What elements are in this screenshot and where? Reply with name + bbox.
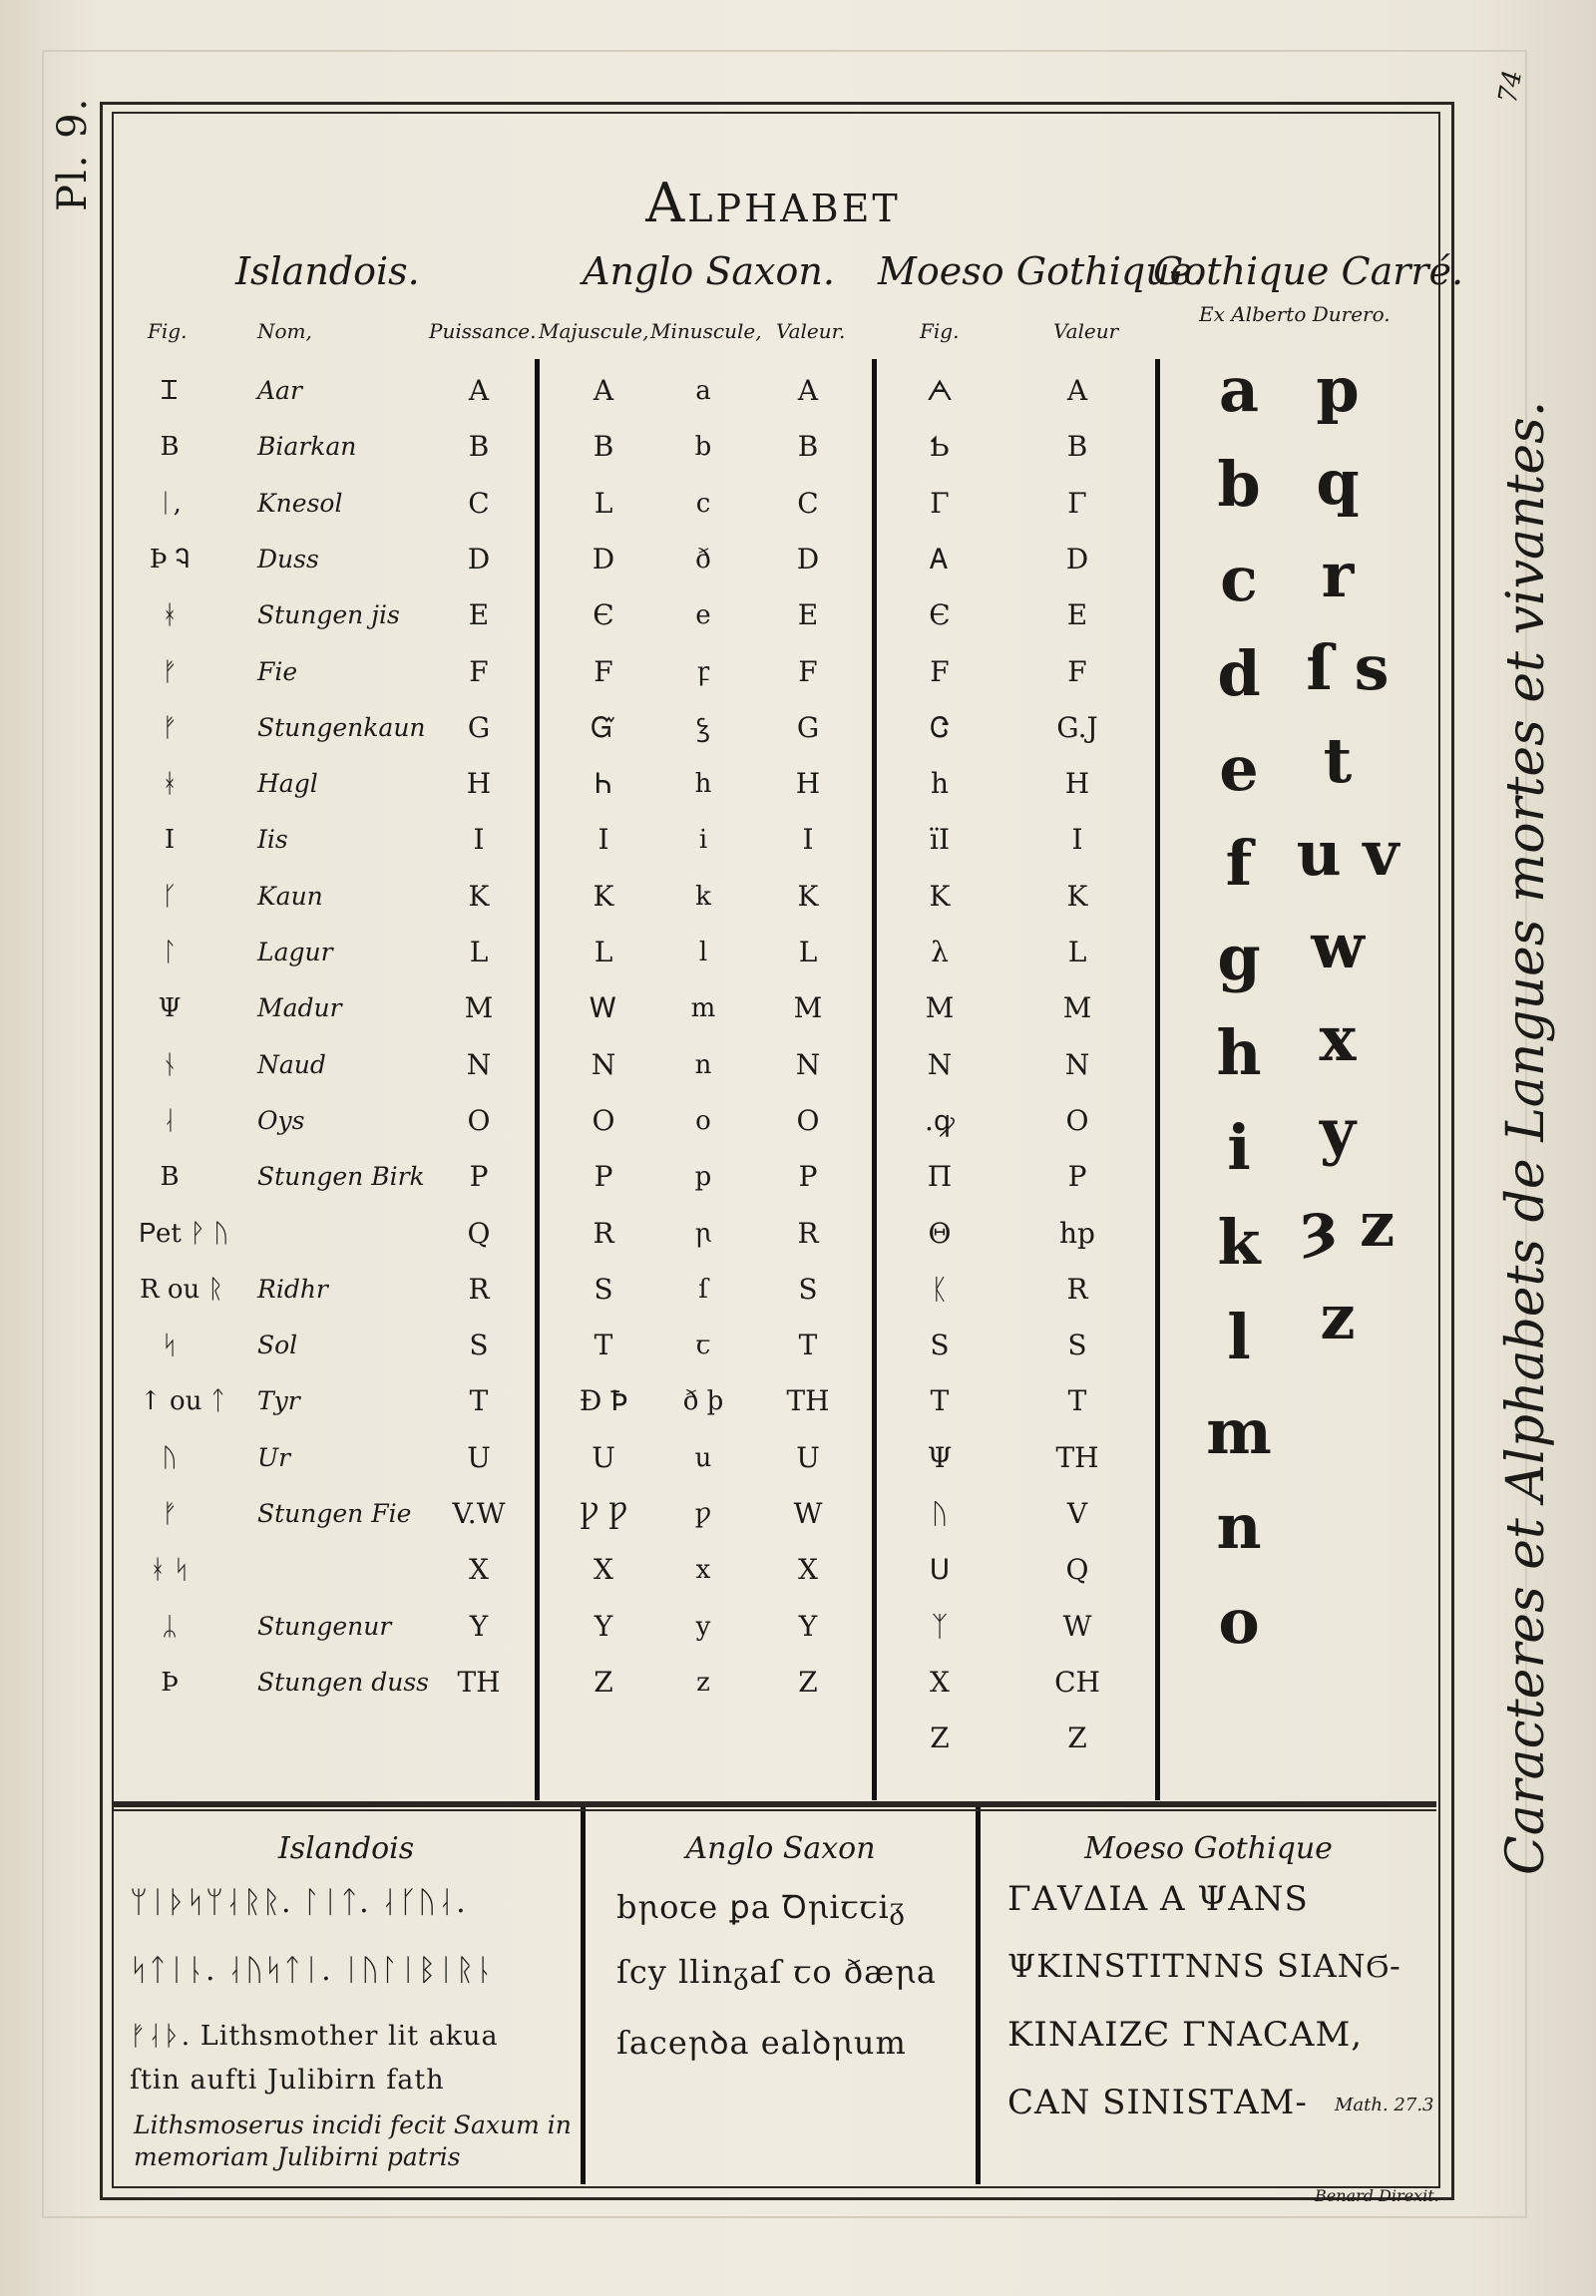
side-title: Caracteres et Alphabets de Langues mortes et vivantes. — [1496, 400, 1556, 1875]
rune-figure: ᚢ — [162, 1442, 178, 1473]
isl-inscription-line-1: ᛘᛁᚦᛋᛘᛆᚱᚱ. ᛚᛁᛏ. ᛆᚴᚢᛆ. — [130, 1885, 467, 1920]
minuscule-letter: a — [695, 376, 711, 406]
majuscule-letter: T — [594, 1329, 613, 1362]
valeur-value: Z — [798, 1665, 818, 1699]
gothic-valeur: E — [1066, 598, 1088, 632]
valeur-value: U — [796, 1440, 820, 1474]
bottom-anglo-saxon-title: Anglo Saxon — [685, 1831, 876, 1866]
rune-name: Sol — [257, 1331, 298, 1360]
minuscule-letter: ð þ — [682, 1386, 724, 1417]
table-row — [0, 1381, 1197, 1421]
gothic-figure: N — [927, 1047, 953, 1081]
rune-name: Knesol — [257, 488, 343, 518]
isl-latin-line-2: memoriam Julibirni patris — [134, 2142, 461, 2171]
puissance-value: A — [468, 374, 490, 407]
table-row — [0, 1607, 1197, 1647]
minuscule-letter: e — [695, 600, 711, 631]
bottom-islandois-title: Islandois — [277, 1831, 415, 1866]
rune-figure: ᚾ — [162, 1049, 178, 1080]
puissance-value: I — [473, 823, 485, 857]
puissance-value: Q — [467, 1216, 491, 1250]
subheader-nom: Nom, — [257, 319, 312, 343]
valeur-value: H — [795, 767, 821, 801]
gothic-valeur: D — [1065, 542, 1089, 575]
table-row — [0, 820, 1197, 860]
majuscule-letter: S — [594, 1272, 613, 1306]
rune-figure: Ψ — [158, 993, 182, 1024]
header-islandois: Islandois. — [235, 249, 420, 293]
minuscule-letter: ð — [695, 544, 711, 574]
majuscule-letter: Đ Ꝥ — [579, 1384, 628, 1418]
gothic-valeur: Z — [1067, 1722, 1087, 1755]
rune-figure: ↑ ou ᛏ — [140, 1386, 226, 1417]
majuscule-letter: A — [593, 374, 614, 407]
puissance-value: T — [469, 1384, 489, 1418]
bottom-moeso-gothique-title: Moeso Gothique — [1084, 1831, 1333, 1866]
rune-name: Kaun — [257, 881, 323, 911]
gothic-valeur: M — [1062, 991, 1092, 1025]
gothic-valeur: B — [1066, 430, 1088, 464]
valeur-value: M — [793, 991, 823, 1025]
as-text-line-2: ſcy llinᵹaſ ꞇo ðæꞃa — [616, 1953, 937, 1991]
minuscule-letter: ſ — [698, 1274, 708, 1305]
gothic-letter: t — [1323, 724, 1353, 797]
rune-figure: R ou ᚱ — [140, 1274, 224, 1305]
valeur-value: N — [795, 1047, 821, 1081]
gothic-valeur: hp — [1059, 1216, 1095, 1250]
gothic-figure: Ꭺ — [930, 542, 950, 575]
subheader-minuscule: Minuscule, — [650, 319, 762, 343]
gothic-letter: f — [1225, 827, 1253, 900]
gothic-letter: r — [1321, 539, 1355, 611]
majuscule-letter: Ꮃ — [590, 991, 617, 1025]
minuscule-letter: z — [696, 1667, 710, 1698]
rune-name: Stungenkaun — [257, 712, 426, 742]
valeur-value: D — [796, 542, 820, 575]
puissance-value: L — [469, 936, 489, 968]
gothic-valeur: N — [1064, 1047, 1090, 1081]
gothic-figure: Є — [929, 598, 951, 632]
rune-name: Iis — [257, 825, 288, 855]
gothic-letter: ȝ z — [1300, 1188, 1396, 1261]
gothic-letter: y — [1319, 1095, 1357, 1168]
gothic-letter: b — [1217, 448, 1261, 521]
gothic-letter: z — [1320, 1281, 1356, 1353]
majuscule-letter: L — [594, 936, 613, 968]
rune-name: Stungen Birk — [257, 1162, 425, 1192]
gothic-figure: ᛉ — [931, 1609, 949, 1643]
rune-name: Aar — [257, 376, 302, 405]
durero-note: Ex Alberto Durero. — [1199, 302, 1391, 326]
rune-name: Stungen duss — [257, 1667, 429, 1697]
valeur-value: TH — [786, 1384, 830, 1418]
bottom-box-top-rule — [112, 1801, 1436, 1807]
rune-name: Fie — [257, 656, 298, 686]
gothic-valeur: T — [1067, 1384, 1087, 1418]
rune-figure: ᚼ — [162, 600, 178, 631]
rune-figure: ᚼ — [162, 769, 178, 800]
gothic-figure: .ꝙ — [925, 1103, 955, 1137]
majuscule-letter: N — [591, 1047, 616, 1081]
table-row — [0, 371, 1197, 411]
gothic-valeur: TH — [1055, 1440, 1099, 1474]
gothic-valeur: CH — [1054, 1665, 1100, 1699]
valeur-value: L — [798, 936, 818, 968]
gothic-valeur: F — [1067, 654, 1087, 688]
gothic-letter: i — [1227, 1111, 1251, 1184]
gothic-letter: d — [1217, 637, 1261, 710]
gothic-letter: e — [1219, 732, 1259, 805]
subheader-valeur: Valeur. — [776, 319, 846, 343]
valeur-value: Y — [798, 1609, 818, 1643]
puissance-value: V.W — [452, 1497, 506, 1530]
majuscule-letter: K — [593, 879, 614, 913]
valeur-value: O — [796, 1103, 820, 1137]
gothic-valeur: R — [1066, 1272, 1088, 1306]
gothic-valeur: K — [1066, 879, 1088, 913]
puissance-value: Y — [469, 1609, 489, 1643]
gothic-figure: T — [930, 1384, 950, 1418]
gothic-figure: X — [930, 1665, 950, 1699]
gothic-letter: k — [1217, 1206, 1261, 1279]
majuscule-letter: R — [593, 1216, 614, 1250]
gothic-figure: h — [930, 767, 950, 801]
table-row — [0, 988, 1197, 1028]
table-row — [0, 1270, 1197, 1310]
majuscule-letter: Z — [594, 1665, 613, 1699]
rune-figure: ᛆ — [162, 1105, 178, 1136]
puissance-value: M — [464, 991, 494, 1025]
gothic-letter: a — [1218, 353, 1260, 426]
header-anglo-saxon: Anglo Saxon. — [583, 249, 835, 293]
table-row — [0, 484, 1197, 524]
gothic-figure: Θ — [928, 1216, 952, 1250]
rune-name: Ur — [257, 1442, 291, 1472]
valeur-value: X — [798, 1553, 818, 1587]
valeur-value: F — [798, 654, 818, 688]
gothic-letter: u v — [1296, 817, 1399, 890]
mg-text-line-2: ΨKINSTITNNS SIΑNϬ- — [1007, 1947, 1401, 1985]
valeur-value: B — [797, 430, 819, 464]
table-row — [0, 1045, 1197, 1085]
bottom-box-inner-rule — [112, 1809, 1436, 1811]
table-row — [0, 708, 1197, 748]
gothic-figure: Ψ — [927, 1440, 953, 1474]
majuscule-letter: O — [592, 1103, 615, 1137]
rune-figure: ᛚ — [162, 938, 178, 967]
gothic-figure: Ƅ — [929, 430, 951, 464]
mg-text-line-1: ΓΑVΔΙΑ Α ΨΑΝS — [1007, 1879, 1309, 1919]
table-row — [0, 1494, 1197, 1534]
isl-inscription-line-2: ᛋᛏᛁᚿ. ᛆᚢᛋᛏᛁ. ᛁᚢᛚᛁᛒᛁᚱᚿ — [130, 1953, 495, 1988]
rune-figure: ᚠ — [162, 1499, 178, 1529]
rune-name: Stungen Fie — [257, 1499, 412, 1528]
table-row — [0, 1101, 1197, 1141]
puissance-value: D — [467, 542, 491, 575]
subheader-fig-gothique: Fig. — [920, 319, 960, 343]
minuscule-letter: y — [695, 1611, 711, 1642]
table-row — [0, 1438, 1197, 1478]
majuscule-letter: F — [594, 654, 613, 688]
gothic-figure: λ — [931, 936, 949, 968]
minuscule-letter: ꝣ — [696, 712, 710, 743]
puissance-value: H — [466, 767, 492, 801]
gothic-letter: h — [1216, 1016, 1262, 1089]
rune-name: Biarkan — [257, 432, 357, 462]
subheader-fig: Fig. — [148, 319, 188, 343]
puissance-value: B — [468, 430, 490, 464]
rune-figure: ᚼ ᛋ — [150, 1555, 190, 1586]
valeur-value: E — [797, 598, 819, 632]
gothic-valeur: I — [1071, 823, 1083, 857]
majuscule-letter: Є — [593, 598, 614, 632]
minuscule-letter: ꝼ — [696, 656, 710, 687]
rune-figure: Þ — [161, 1667, 179, 1698]
gothic-valeur: L — [1067, 936, 1087, 968]
gothic-valeur: A — [1066, 374, 1088, 407]
rune-name: Naud — [257, 1049, 326, 1079]
table-row — [0, 595, 1197, 635]
gothic-figure: Π — [927, 1160, 953, 1194]
minuscule-letter: b — [694, 432, 712, 463]
rune-name: Tyr — [257, 1386, 300, 1416]
gothic-letter: q — [1316, 446, 1360, 519]
rune-figure: I — [164, 825, 176, 856]
page-title: Alphabet — [645, 172, 901, 234]
puissance-value: S — [469, 1329, 489, 1362]
rune-figure: ᚴ — [162, 881, 178, 912]
minuscule-letter: p — [694, 1162, 712, 1193]
gothic-valeur: O — [1065, 1103, 1089, 1137]
mg-reference: Math. 27.3 — [1335, 2095, 1434, 2115]
gothic-valeur: H — [1064, 767, 1090, 801]
table-row — [0, 540, 1197, 579]
rune-figure: ᛦ — [162, 1611, 178, 1642]
engraver-signature: Benard Direxit. — [1315, 2186, 1439, 2205]
minuscule-letter: m — [690, 993, 716, 1024]
minuscule-letter: ꞇ — [695, 1331, 711, 1361]
minuscule-letter: h — [694, 769, 712, 800]
as-text-line-1: bꞃoꞇe ꝑa Ꝺꞃiꞇꞇiᵹ — [616, 1888, 906, 1926]
subheader-valeur-gothique: Valeur — [1053, 319, 1119, 343]
table-row — [0, 877, 1197, 917]
minuscule-letter: l — [698, 938, 708, 967]
table-row — [0, 1157, 1197, 1197]
table-row — [0, 764, 1197, 804]
gothic-letter: p — [1316, 353, 1360, 426]
gothic-letter: x — [1319, 1002, 1357, 1075]
puissance-value: E — [468, 598, 490, 632]
minuscule-letter: o — [695, 1105, 711, 1136]
majuscule-letter: B — [593, 430, 614, 464]
majuscule-letter: D — [592, 542, 615, 575]
header-gothique-carre: Gothique Carré. — [1153, 249, 1464, 293]
puissance-value: P — [469, 1160, 489, 1194]
gothic-figure: ᑌ — [929, 1553, 951, 1587]
rune-name: Stungenur — [257, 1611, 392, 1641]
rune-figure: ᚠ — [162, 656, 178, 687]
subheader-majuscule: Majuscule, — [539, 319, 649, 343]
gothic-valeur: Q — [1065, 1553, 1089, 1587]
minuscule-letter: ꞃ — [694, 1218, 712, 1249]
isl-inscription-line-4: ſtin aufti Julibirn fath — [130, 2065, 445, 2096]
gothic-figure: F — [930, 654, 950, 688]
table-row — [0, 1326, 1197, 1365]
puissance-value: C — [468, 486, 490, 520]
gothic-letter: m — [1206, 1395, 1272, 1468]
puissance-value: N — [466, 1047, 492, 1081]
rune-figure: B — [160, 1162, 180, 1193]
minuscule-letter: ƿ — [694, 1499, 712, 1529]
gothic-letter: n — [1216, 1490, 1262, 1563]
valeur-value: P — [798, 1160, 818, 1194]
rune-figure: ᛁ, — [158, 488, 182, 519]
puissance-value: TH — [457, 1665, 501, 1699]
gothic-figure: ᗅ — [926, 374, 954, 407]
gothic-figure: ᚢ — [931, 1497, 949, 1530]
valeur-value: T — [798, 1329, 818, 1362]
gothic-valeur: Γ — [1067, 486, 1087, 520]
gothic-letter: c — [1220, 543, 1258, 615]
gothic-figure: K — [929, 879, 951, 913]
header-moeso-gothique: Moeso Gothique. — [878, 249, 1205, 293]
puissance-value: K — [468, 879, 490, 913]
minuscule-letter: c — [695, 488, 711, 519]
gothic-letter: w — [1311, 910, 1365, 982]
gothic-letter: g — [1217, 922, 1261, 994]
puissance-value: X — [469, 1553, 489, 1587]
valeur-value: S — [798, 1272, 818, 1306]
table-row — [0, 1214, 1197, 1254]
majuscule-letter: Ᏻ — [591, 710, 616, 744]
rune-figure: Ꮖ — [161, 376, 179, 406]
gothic-valeur: P — [1067, 1160, 1087, 1194]
gothic-figure: Ꮳ — [930, 710, 950, 744]
gothic-valeur: S — [1067, 1329, 1087, 1362]
valeur-value: R — [797, 1216, 819, 1250]
rune-name: Duss — [257, 544, 319, 574]
table-row — [0, 652, 1197, 692]
rune-name: Madur — [257, 993, 342, 1023]
gothic-letter: ſ s — [1306, 631, 1390, 704]
rune-name: Stungen jis — [257, 600, 400, 630]
gothic-letter: l — [1227, 1301, 1251, 1373]
rune-figure: Þ Ꮈ — [149, 544, 191, 574]
rune-figure: ᛋ — [162, 1331, 178, 1361]
majuscule-letter: P — [594, 1160, 613, 1194]
majuscule-letter: U — [592, 1440, 615, 1474]
gothic-letter: o — [1218, 1585, 1260, 1658]
valeur-value: A — [797, 374, 819, 407]
valeur-value: C — [797, 486, 819, 520]
puissance-value: U — [467, 1440, 491, 1474]
minuscule-letter: x — [695, 1555, 711, 1586]
rune-name: Oys — [257, 1105, 305, 1135]
gothic-figure: Γ — [930, 486, 950, 520]
majuscule-letter: Y — [594, 1609, 613, 1643]
rune-name: Ridhr — [257, 1274, 328, 1304]
majuscule-letter: Ꝩ Ƿ — [579, 1497, 628, 1530]
gothic-valeur: G.J — [1056, 710, 1098, 744]
minuscule-letter: n — [694, 1049, 712, 1080]
gothic-figure: ᛕ — [931, 1272, 949, 1306]
as-text-line-3: ſaceꞃꝺa ealꝺꞃum — [616, 2024, 907, 2062]
gothic-figure: S — [930, 1329, 950, 1362]
isl-inscription-line-3: ᚠᛆᚦ. Lithsmother lit akua — [130, 2021, 499, 2052]
subheader-puissance: Puissance. — [429, 319, 537, 343]
minuscule-letter: u — [694, 1442, 712, 1473]
puissance-value: F — [469, 654, 489, 688]
table-row — [0, 1550, 1197, 1590]
table-row — [0, 1663, 1197, 1703]
table-row — [0, 427, 1197, 467]
mg-text-line-3: KINΑIZЄ ΓNΑϹΑM, — [1007, 2015, 1364, 2055]
rune-figure: Ꮲet ᚹ ᚢ — [140, 1218, 229, 1249]
valeur-value: I — [802, 823, 814, 857]
page-number: 74 — [1492, 68, 1529, 106]
isl-latin-line-1: Lithsmoserus incidi fecit Saxum in — [134, 2110, 572, 2139]
table-row — [0, 933, 1197, 972]
rune-name: Hagl — [257, 769, 318, 799]
puissance-value: O — [467, 1103, 491, 1137]
majuscule-letter: L — [594, 486, 613, 520]
valeur-value: K — [797, 879, 819, 913]
rune-figure: ᚠ — [162, 712, 178, 743]
minuscule-letter: k — [695, 881, 711, 912]
rune-name: Lagur — [257, 938, 333, 966]
gothic-figure: Z — [930, 1722, 950, 1755]
valeur-value: W — [793, 1497, 823, 1530]
minuscule-letter: i — [698, 825, 708, 856]
mg-text-line-4: ϹΑN SINISTΑM- — [1007, 2083, 1308, 2122]
majuscule-letter: I — [598, 823, 609, 857]
plate-number: Pl. 9. — [50, 96, 96, 211]
gothic-figure: ïI — [929, 823, 950, 857]
puissance-value: R — [468, 1272, 490, 1306]
majuscule-letter: X — [594, 1553, 613, 1587]
gothic-valeur: V — [1066, 1497, 1088, 1530]
puissance-value: G — [467, 710, 491, 744]
majuscule-letter: Ꮒ — [595, 767, 612, 801]
gothic-figure: M — [925, 991, 955, 1025]
valeur-value: G — [796, 710, 820, 744]
gothic-valeur: W — [1062, 1609, 1092, 1643]
rune-figure: B — [160, 432, 180, 463]
table-row — [0, 1719, 1197, 1758]
